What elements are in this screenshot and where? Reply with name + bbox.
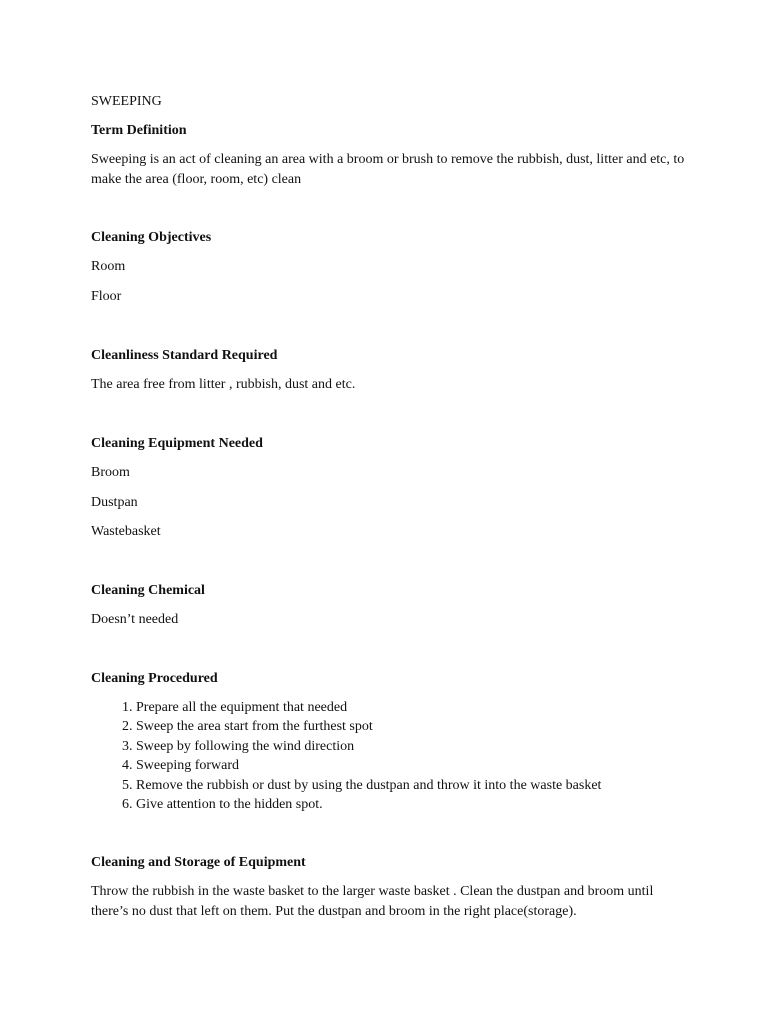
equipment-item-dustpan: Dustpan — [91, 495, 138, 510]
cleaning-objectives-heading: Cleaning Objectives — [91, 230, 212, 245]
document-title: SWEEPING — [91, 94, 162, 109]
objective-item-floor: Floor — [91, 289, 122, 304]
equipment-item-broom: Broom — [91, 465, 130, 480]
procedure-heading: Cleaning Procedured — [91, 671, 218, 686]
equipment-needed-heading: Cleaning Equipment Needed — [91, 436, 263, 451]
storage-text: Throw the rubbish in the waste basket to the larger waste basket . Clean the dustpan and broom until there’s no dust that left on them. Put the dustpan and broom in the right place(storage). — [91, 884, 654, 920]
procedure-step: 2. Sweep the area start from the furthest spot — [136, 717, 691, 736]
objective-item-room: Room — [91, 259, 126, 274]
procedure-step: 3. Sweep by following the wind direction — [136, 737, 691, 756]
equipment-item-wastebasket: Wastebasket — [91, 524, 161, 539]
procedure-steps-list — [91, 698, 691, 814]
procedure-step: 4. Sweeping forward — [136, 756, 691, 775]
document-page — [91, 92, 691, 922]
cleanliness-standard-text: The area free from litter , rubbish, dust and etc. — [91, 377, 356, 392]
procedure-step: 6. Give attention to the hidden spot. — [136, 795, 691, 814]
cleanliness-standard-heading: Cleanliness Standard Required — [91, 348, 278, 363]
cleaning-chemical-heading: Cleaning Chemical — [91, 583, 205, 598]
storage-heading: Cleaning and Storage of Equipment — [91, 855, 306, 871]
procedure-step: 1. Prepare all the equipment that needed — [136, 698, 691, 717]
term-definition-text: Sweeping is an act of cleaning an area with a broom or brush to remove the rubbish, dust, litter and etc, to make the area (floor, room, etc) clean — [91, 152, 685, 187]
term-definition-heading: Term Definition — [91, 123, 187, 138]
cleaning-chemical-text: Doesn’t needed — [91, 612, 179, 627]
procedure-step: 5. Remove the rubbish or dust by using the dustpan and throw it into the waste basket — [136, 776, 691, 795]
